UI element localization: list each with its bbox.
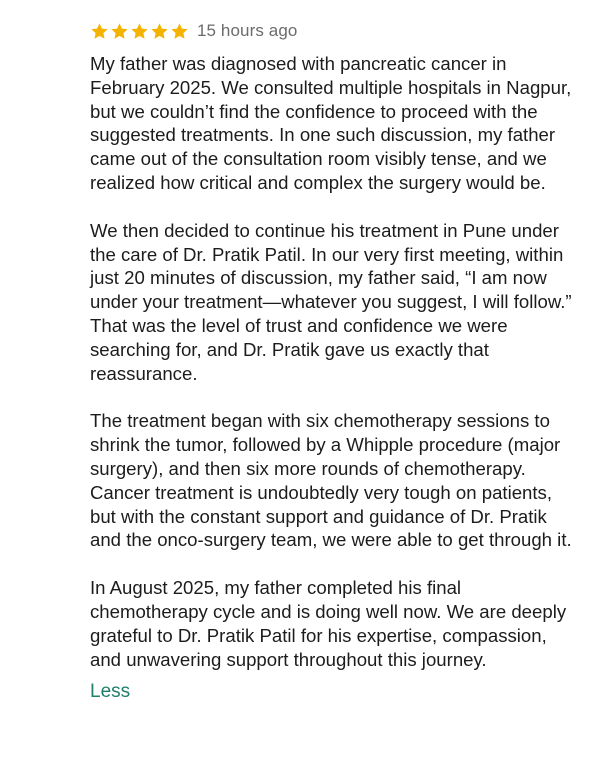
star-icon — [150, 22, 169, 41]
review-paragraph: The treatment began with six chemotherapy sessions to shrink the tumor, followed by a Whipple procedure (major surgery), and then six more rounds of chemotherapy. Cancer treatment is undoubtedly very tough on patients, but with the constant support and guidance of Dr. Pratik and the onco-surgery team, we were able to get through it. — [90, 410, 572, 551]
review-paragraph: We then decided to continue his treatment in Pune under the care of Dr. Pratik Patil. In our very first meeting, within just 20 minutes of discussion, my father said, “I am now under your treatment—whatever you suggest, I will follow.” That was the level of trust and confidence we were searching for, and Dr. Pratik gave us exactly that reassurance. — [90, 219, 572, 384]
star-icon — [130, 22, 149, 41]
review-timestamp: 15 hours ago — [197, 21, 298, 40]
less-link[interactable]: Less — [90, 681, 131, 703]
review-paragraph: My father was diagnosed with pancreatic cancer in February 2025. We consulted multiple hospitals in Nagpur, but we couldn’t find the confidence to proceed with the suggested treatments. In one such discussion, my father came out of the consultation room visibly tense, and we realized how critical and complex the surgery would be. — [90, 53, 572, 193]
review-card — [90, 16, 576, 703]
star-rating — [90, 22, 189, 41]
star-icon — [110, 22, 129, 41]
review-paragraph: In August 2025, my father completed his final chemotherapy cycle and is doing well now. We are deeply grateful to Dr. Pratik Patil for his expertise, compassion, and unwavering support throughout this journey. — [90, 577, 567, 670]
review-body — [90, 52, 576, 671]
star-icon — [170, 22, 189, 41]
star-icon — [90, 22, 109, 41]
review-meta — [90, 16, 576, 46]
